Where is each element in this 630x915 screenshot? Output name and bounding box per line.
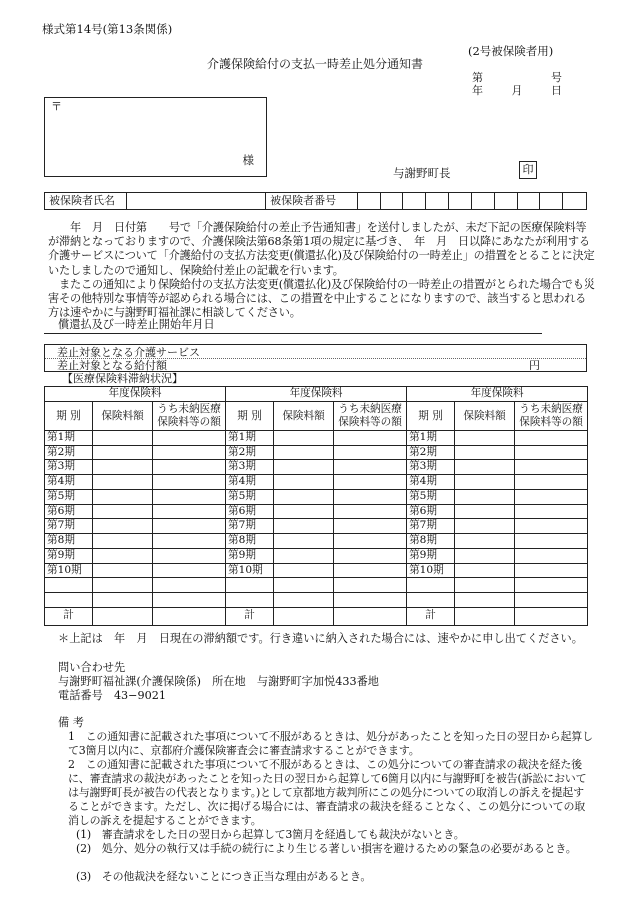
period-cell: 第5期 [226, 489, 274, 504]
premium-cell [274, 504, 334, 519]
period-cell: 第9期 [407, 548, 455, 563]
arrears-note: ＊上記は 年 月 日現在の滞納額です。行き違いに納入された場合には、速やかに申し出てください。 [58, 632, 583, 645]
premium-header: 保険料額 [93, 401, 153, 430]
insured-number-digit [472, 193, 495, 209]
premium-cell [455, 593, 515, 608]
premium-total-cell [274, 607, 334, 625]
insured-number-digit [495, 193, 518, 209]
date-year: 年 [472, 84, 483, 97]
number-prefix: 第 [472, 71, 483, 84]
period-cell: 第7期 [45, 519, 93, 534]
period-cell [45, 593, 93, 608]
unpaid-cell [515, 489, 588, 504]
period-cell: 第4期 [226, 475, 274, 490]
arrears-status-label: 【医療保険料滞納状況】 [62, 372, 183, 385]
premium-cell [93, 475, 153, 490]
total-cell: 計 [45, 607, 93, 625]
period-cell: 第4期 [407, 475, 455, 490]
seal-mark: 印 [519, 161, 537, 179]
unpaid-cell [515, 534, 588, 549]
premium-cell [274, 534, 334, 549]
unpaid-cell [515, 578, 588, 593]
period-cell: 第5期 [45, 489, 93, 504]
premium-cell [455, 475, 515, 490]
period-cell [407, 593, 455, 608]
unpaid-cell [515, 563, 588, 578]
insured-number-digit [403, 193, 426, 209]
fiscal-year-header: 年度保険料 [407, 387, 588, 402]
premium-cell [93, 445, 153, 460]
unpaid-cell [153, 460, 226, 475]
unpaid-total-cell [153, 607, 226, 625]
table-row [45, 593, 588, 608]
honorific: 様 [242, 153, 254, 168]
period-cell: 第9期 [45, 548, 93, 563]
insured-name-field [127, 193, 266, 209]
period-cell: 第1期 [407, 430, 455, 445]
insured-number-digit [358, 193, 381, 209]
table-row [45, 489, 588, 504]
unpaid-cell [153, 548, 226, 563]
period-cell [407, 578, 455, 593]
period-cell: 第1期 [45, 430, 93, 445]
period-cell: 第9期 [226, 548, 274, 563]
insured-name-label: 被保険者氏名 [45, 193, 127, 209]
premium-cell [93, 534, 153, 549]
unpaid-cell [515, 460, 588, 475]
yen-unit: 円 [529, 359, 540, 372]
unpaid-cell [153, 475, 226, 490]
period-cell: 第8期 [226, 534, 274, 549]
unpaid-cell [153, 563, 226, 578]
premium-total-cell [93, 607, 153, 625]
premium-cell [455, 563, 515, 578]
recipient-address-box [44, 97, 267, 177]
premium-cell [455, 460, 515, 475]
period-cell: 第3期 [226, 460, 274, 475]
unpaid-header: うち未納医療保険料等の額 [153, 401, 226, 430]
premium-cell [274, 519, 334, 534]
remark-sub-2: (2) 処分、処分の執行又は手続の続行により生じる著しい損害を避けるための緊急の必要があるとき。 [76, 842, 577, 855]
repayment-start-label: 償還払及び一時差止開始年月日 [58, 318, 215, 331]
unpaid-cell [334, 593, 407, 608]
remark-sub-1: (1) 審査請求をした日の翌日から起算して3箇月を経過しても裁決がないとき。 [76, 828, 465, 841]
unpaid-cell [153, 534, 226, 549]
unpaid-cell [515, 445, 588, 460]
table-row [45, 460, 588, 475]
premium-header: 保険料額 [455, 401, 515, 430]
contact-label: 問い合わせ先 [58, 661, 126, 674]
table-row [45, 430, 588, 445]
date-month: 月 [511, 84, 523, 97]
unpaid-header: うち未納医療保険料等の額 [515, 401, 588, 430]
arrears-table [44, 386, 588, 626]
premium-cell [93, 593, 153, 608]
premium-cell [455, 534, 515, 549]
table-row [45, 578, 588, 593]
premium-cell [274, 475, 334, 490]
document-title: 介護保険給付の支払一時差止処分通知書 [206, 57, 423, 71]
premium-cell [455, 445, 515, 460]
issuer-mayor: 与謝野町長 [393, 166, 451, 180]
insured-number-digit [563, 193, 586, 209]
period-cell [226, 593, 274, 608]
premium-cell [274, 460, 334, 475]
unpaid-cell [153, 489, 226, 504]
unpaid-cell [334, 519, 407, 534]
body-paragraph-1: 年 月 日付第 号で「介護保険給付の差止予告通知書」を送付しましたが、未だ下記の医療保険料等が滞納となっておりますので、介護保険法第68条第1項の規定に基づき、 年 月 日以降にあなたが利用する介護サービスについて「介護給付の支払方法変更(償還払化)及び保険給付の一時差止」の措置をとることに決定いたしましたので通知し、保険給付差止の記載を行います。 [48, 221, 595, 277]
period-header: 期 別 [407, 401, 455, 430]
premium-cell [455, 504, 515, 519]
unpaid-cell [153, 430, 226, 445]
table-row [45, 548, 588, 563]
unpaid-cell [334, 430, 407, 445]
premium-cell [455, 430, 515, 445]
period-cell: 第10期 [45, 563, 93, 578]
period-cell: 第8期 [407, 534, 455, 549]
fiscal-year-header: 年度保険料 [226, 387, 407, 402]
insured-number-digit [449, 193, 472, 209]
period-cell: 第6期 [45, 504, 93, 519]
unpaid-cell [515, 548, 588, 563]
premium-cell [274, 578, 334, 593]
premium-cell [93, 519, 153, 534]
period-cell: 第7期 [226, 519, 274, 534]
premium-cell [274, 593, 334, 608]
unpaid-header: うち未納医療保険料等の額 [334, 401, 407, 430]
target-service-label: 差止対象となる介護サービス [57, 346, 200, 359]
period-cell: 第2期 [407, 445, 455, 460]
insured-number-label: 被保険者番号 [266, 193, 358, 209]
period-cell: 第2期 [45, 445, 93, 460]
unpaid-cell [334, 548, 407, 563]
table-row [45, 519, 588, 534]
premium-cell [93, 578, 153, 593]
period-cell: 第5期 [407, 489, 455, 504]
period-header: 期 別 [45, 401, 93, 430]
table-row [45, 504, 588, 519]
unpaid-cell [515, 430, 588, 445]
table-row [45, 475, 588, 490]
postal-mark: 〒 [51, 100, 62, 113]
premium-cell [455, 578, 515, 593]
unpaid-cell [515, 504, 588, 519]
unpaid-cell [153, 593, 226, 608]
period-cell: 第4期 [45, 475, 93, 490]
unpaid-cell [515, 593, 588, 608]
period-cell: 第6期 [226, 504, 274, 519]
remarks-label: 備 考 [58, 716, 84, 729]
period-cell: 第8期 [45, 534, 93, 549]
repayment-underline [44, 333, 542, 334]
number-suffix: 号 [551, 71, 562, 84]
period-cell: 第10期 [407, 563, 455, 578]
premium-cell [274, 489, 334, 504]
premium-cell [93, 563, 153, 578]
unpaid-cell [515, 519, 588, 534]
insured-number-digit [540, 193, 563, 209]
premium-cell [274, 563, 334, 578]
document-date [472, 84, 562, 98]
unpaid-cell [515, 475, 588, 490]
unpaid-total-cell [515, 607, 588, 625]
unpaid-cell [334, 445, 407, 460]
fiscal-year-header: 年度保険料 [45, 387, 226, 402]
fiscal-year-header-row [45, 387, 588, 402]
column-header-row [45, 401, 588, 430]
total-cell: 計 [226, 607, 274, 625]
premium-total-cell [455, 607, 515, 625]
total-cell: 計 [407, 607, 455, 625]
premium-cell [455, 489, 515, 504]
unpaid-cell [334, 504, 407, 519]
unpaid-cell [334, 534, 407, 549]
insured-number-digit [426, 193, 449, 209]
table-row [45, 563, 588, 578]
unpaid-cell [334, 563, 407, 578]
remark-sub-3: (3) その他裁決を経ないことにつき正当な理由があるとき。 [76, 870, 372, 883]
period-cell: 第7期 [407, 519, 455, 534]
premium-cell [93, 489, 153, 504]
total-row [45, 607, 588, 625]
premium-cell [93, 430, 153, 445]
unpaid-cell [153, 445, 226, 460]
unpaid-cell [153, 504, 226, 519]
insured-number-digit [518, 193, 541, 209]
remark-item-1: 1 この通知書に記載された事項について不服があるときは、処分があったことを知った日の翌日から起算して3箇月以内に、京都府介護保険審査会に審査請求することができます。 [68, 730, 593, 757]
unpaid-cell [334, 475, 407, 490]
premium-cell [93, 460, 153, 475]
premium-header: 保険料額 [274, 401, 334, 430]
form-number: 様式第14号(第13条関係) [42, 22, 173, 36]
suspension-target-box [44, 344, 587, 372]
insured-number-digit [381, 193, 404, 209]
premium-cell [455, 548, 515, 563]
period-cell: 第10期 [226, 563, 274, 578]
period-cell: 第6期 [407, 504, 455, 519]
unpaid-cell [334, 578, 407, 593]
period-cell: 第1期 [226, 430, 274, 445]
period-cell [226, 578, 274, 593]
premium-cell [274, 548, 334, 563]
premium-cell [274, 430, 334, 445]
unpaid-cell [153, 578, 226, 593]
remark-item-2: 2 この通知書に記載された事項について不服があるときは、この処分についての審査請求の裁決を経た後に、審査請求の裁決があったことを知った日の翌日から起算して6箇月以内に与謝野町を被告(訴訟においては与謝野町長が被告の代表となります。)として京都地方裁判所にこの処分についての取消しの訴えを提起することができます。ただし、次に掲げる場合には、審査請求の裁決を経ることなく、この処分についての取消しの訴えを提起することができます。 [68, 758, 587, 827]
unpaid-cell [153, 519, 226, 534]
unpaid-cell [334, 489, 407, 504]
date-day: 日 [551, 84, 562, 97]
table-row [45, 445, 588, 460]
premium-cell [93, 548, 153, 563]
period-cell: 第2期 [226, 445, 274, 460]
unpaid-cell [334, 460, 407, 475]
period-cell: 第3期 [45, 460, 93, 475]
unpaid-total-cell [334, 607, 407, 625]
period-cell [45, 578, 93, 593]
body-paragraph-2: またこの通知により保険給付の支払方法変更(償還払化)及び保険給付の一時差止の措置がとられた場合でも災害その他特別な事情等が認められる場合には、この措置を中止することになりますので、該当すると思われる方は速やかに与謝野町福祉課に相談してください。 [48, 278, 595, 320]
premium-cell [93, 504, 153, 519]
contact-phone: 電話番号 43−9021 [58, 689, 167, 702]
premium-cell [455, 519, 515, 534]
insured-info-row [44, 192, 587, 210]
period-header: 期 別 [226, 401, 274, 430]
insured-type-label: (2号被保険者用) [468, 44, 554, 58]
premium-cell [274, 445, 334, 460]
contact-department: 与謝野町福祉課(介護保険係) 所在地 与謝野町字加悦433番地 [58, 675, 379, 688]
table-row [45, 534, 588, 549]
target-amount-label: 差止対象となる給付額 [57, 359, 167, 372]
period-cell: 第3期 [407, 460, 455, 475]
